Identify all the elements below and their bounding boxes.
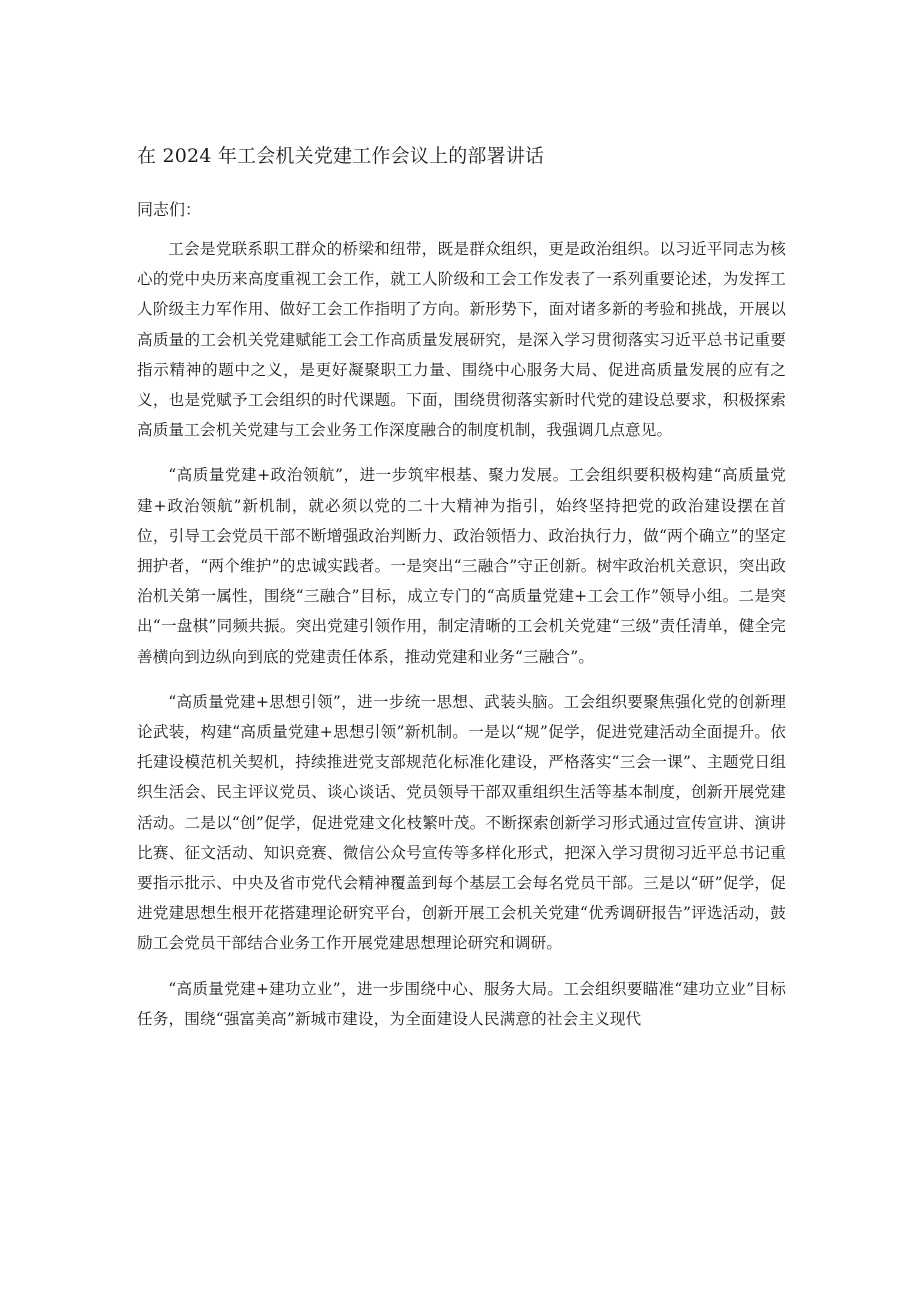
paragraph-achievement: “高质量党建+建功立业”，进一步围绕中心、服务大局。工会组织要瞄准“建功立业”目标任务，围绕“强富美高”新城市建设，为全面建设人民满意的社会主义现代	[137, 979, 786, 1028]
paragraph-political-leadership: “高质量党建+政治领航”，进一步筑牢根基、聚力发展。工会组织要积极构建“高质量党建+政治领航”新机制，就必须以党的二十大精神为指引，始终坚持把党的政治建设摆在首位，引导工会党员干部不断增强政治判断力、政治领悟力、政治执行力，做“两个确立”的坚定拥护者，“两个维护”的忠诚实践者。一是突出“三融合”守正创新。树牢政治机关意识，突出政治机关第一属性，围绕“三融合”目标，成立专门的“高质量党建+工会工作”领导小组。二是突出“一盘棋”同频共振。突出党建引领作用，制定清晰的工会机关党建“三级”责任清单，健全完善横向到边纵向到底的党建责任体系，推动党建和业务“三融合”。	[137, 466, 786, 666]
paragraph-ideological-guidance: “高质量党建+思想引领”，进一步统一思想、武装头脑。工会组织要聚焦强化党的创新理论武装，构建“高质量党建+思想引领”新机制。一是以“规”促学，促进党建活动全面提升。依托建设模范机关契机，持续推进党支部规范化标准化建设，严格落实“三会一课”、主题党日组织生活会、民主评议党员、谈心谈话、党员领导干部双重组织生活等基本制度，创新开展党建活动。二是以“创”促学，促进党建文化枝繁叶茂。不断探索创新学习形式通过宣传宣讲、演讲比赛、征文活动、知识竞赛、微信公众号宣传等多样化形式，把深入学习贯彻习近平总书记重要指示批示、中央及省市党代会精神覆盖到每个基层工会每名党员干部。三是以“研”促学，促进党建思想生根开花搭建理论研究平台，创新开展工会机关党建“优秀调研报告”评选活动，鼓励工会党员干部结合业务工作开展党建思想理论研究和调研。	[137, 692, 786, 953]
greeting: 同志们：	[137, 200, 202, 219]
paragraph-intro: 工会是党联系职工群众的桥梁和纽带，既是群众组织，更是政治组织。以习近平同志为核心的党中央历来高度重视工会工作，就工人阶级和工会工作发表了一系列重要论述，为发挥工人阶级主力军作用、做好工会工作指明了方向。新形势下，面对诸多新的考验和挑战，开展以高质量的工会机关党建赋能工会工作高质量发展研究，是深入学习贯彻落实习近平总书记重要指示精神的题中之义，是更好凝聚职工力量、围绕中心服务大局、促进高质量发展的应有之义，也是党赋予工会组织的时代课题。下面，围绕贯彻落实新时代党的建设总要求，积极探索高质量工会机关党建与工会业务工作深度融合的制度机制，我强调几点意见。	[137, 240, 786, 440]
document-body	[137, 234, 786, 1049]
document-title: 在 2024 年工会机关党建工作会议上的部署讲话	[137, 145, 545, 167]
